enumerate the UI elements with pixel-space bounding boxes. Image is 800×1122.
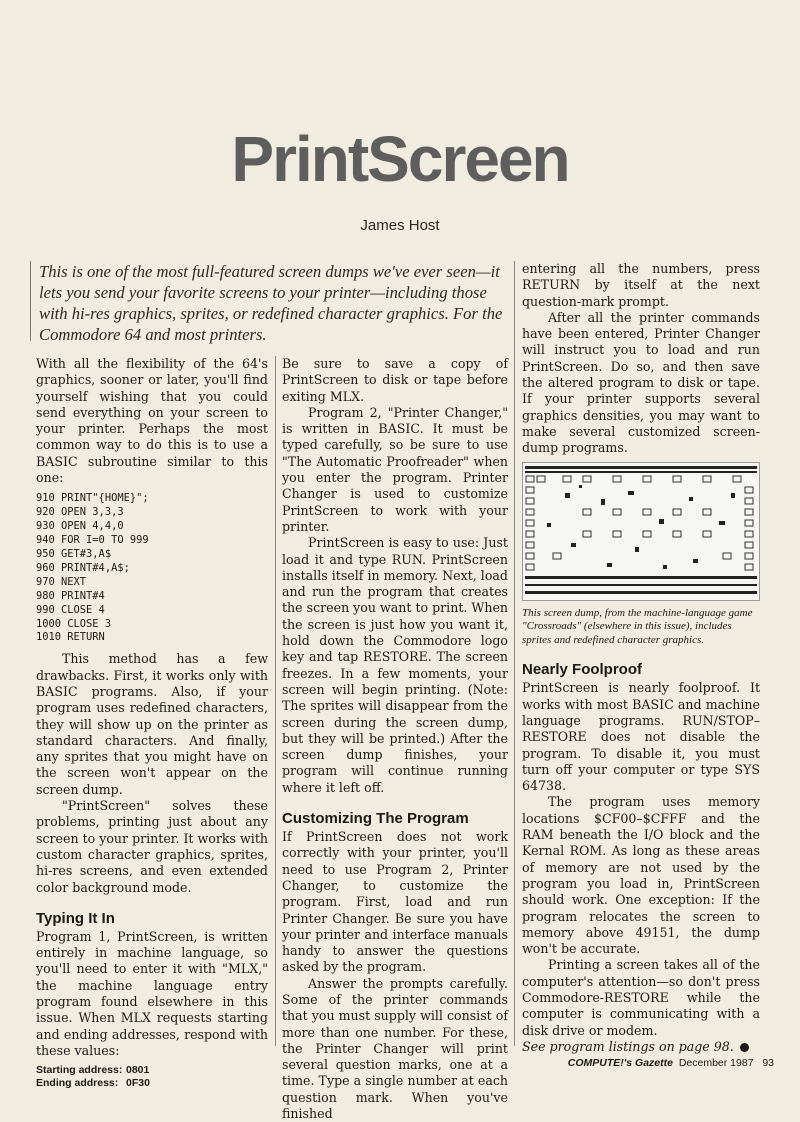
column-1 xyxy=(36,356,268,1090)
page-footer xyxy=(534,1057,774,1069)
body-paragraph: If PrintScreen does not work correctly with your printer, you'll need to use Program 2, Printer Changer, to customize the program. First, load and run Printer Changer. Be sure you have your printer and interface manuals handy to answer the questions asked by the program. xyxy=(282,829,508,975)
column-3 xyxy=(522,261,760,1055)
body-paragraph: "PrintScreen" solves these problems, printing just about any screen to your printer. It works with custom character graphics, sprites, hi-res screens, and even extended color background mode. xyxy=(36,798,268,895)
screen-dump-image xyxy=(522,462,760,601)
body-paragraph: With all the flexibility of the 64's graphics, sooner or later, you'll find yourself wishing that you could send everything on your screen to your printer. Perhaps the most common way to do this is to use a BASIC subroutine similar to this one: xyxy=(36,356,268,486)
crossroads-screen-picture xyxy=(523,463,759,600)
body-paragraph: This method has a few drawbacks. First, it works only with BASIC programs. Also, if your program uses redefined characters, they will show up on the printer as standard characters. And finally, any sprites that you might have on the screen won't appear on the screen dump. xyxy=(36,651,268,797)
end-address-label: Ending address: xyxy=(36,1077,119,1090)
body-paragraph: Program 2, "Printer Changer," is written in BASIC. It must be typed carefully, so be sure to use "The Automatic Proofreader" when you enter the program. Printer Changer is used to customize PrintScreen to work with your printer. xyxy=(282,404,508,534)
page-number: 93 xyxy=(762,1057,774,1069)
body-paragraph: PrintScreen is easy to use: Just load it and type RUN. PrintScreen installs itself in memory. Next, load and run the program that creates the screen you want to print. When the screen is just how you want it, hold down the Commodore logo key and tap RESTORE. The screen freezes. In a few moments, your screen will begin printing. (Note: The sprites will disappear from the screen during the screen dump, but they will be printed.) After the screen dump finishes, your program will continue running where it left off. xyxy=(282,535,509,795)
section-heading: Customizing The Program xyxy=(282,810,469,828)
end-address-value: 0F30 xyxy=(126,1077,150,1090)
start-address-label: Starting address: xyxy=(36,1064,123,1077)
column-divider xyxy=(514,261,515,1046)
body-paragraph: The program uses memory locations $CF00–$CFFF and the RAM beneath the I/O block and the Kernal ROM. As long as these areas of memory are not used by the program you load in, PrintScreen should work. One exception: If the program relocates the screen to memory above 49151, the dump won't be accurate. xyxy=(522,794,760,957)
article-title: PrintScreen xyxy=(231,123,569,195)
column-2 xyxy=(282,356,508,1122)
issue-date: December 1987 xyxy=(678,1057,754,1069)
start-address-value: 0801 xyxy=(126,1064,150,1077)
column-divider xyxy=(275,356,276,1046)
author-byline: James Host xyxy=(360,217,440,234)
magazine-name: COMPUTE!'s Gazette xyxy=(567,1057,673,1069)
body-paragraph: After all the printer commands have been entered, Printer Changer will instruct you to load and run PrintScreen. Do so, and then save the altered program to disk or tape. If your printer supports several graphics densities, you may want to make several customized screen-dump programs. xyxy=(522,309,760,456)
body-paragraph: PrintScreen is nearly foolproof. It works with most BASIC and machine language programs. RUN/STOP–RESTORE does not disable the program. To disable it, you must turn off your computer or type SYS 64738. xyxy=(522,680,760,794)
section-heading: Nearly Foolproof xyxy=(522,661,643,679)
image-caption: This screen dump, from the machine-language game "Crossroads" (elsewhere in this issue), includes sprites and redefined character graphics. xyxy=(522,606,753,646)
intro-blurb: This is one of the most full-featured screen dumps we've ever seen—it lets you send your favorite screens to your printer—including those with hi-res graphics, sprites, or redefined character graphics. For the Commodore 64 and most printers. xyxy=(30,261,504,341)
body-paragraph: Be sure to save a copy of PrintScreen to disk or tape before exiting MLX. xyxy=(282,356,508,404)
body-paragraph: Program 1, PrintScreen, is written entirely in machine language, so you'll need to enter it with "MLX," the machine language entry program found elsewhere in this issue. When MLX requests starting and ending addresses, respond with these values: xyxy=(36,928,268,1058)
program-listing-reference: See program listings on page 98. xyxy=(522,1038,734,1054)
section-heading: Typing It In xyxy=(36,909,115,927)
address-table xyxy=(36,1064,268,1090)
basic-code-listing: 910 PRINT"{HOME}"; 920 OPEN 3,3,3 930 OPEN 4,4,0 940 FOR I=0 TO 999 950 GET#3,A$ 960 PRINT#4,A$; 970 NEXT 980 PRINT#4 990 CLOSE 4 1000 CLOSE 3 1010 RETURN xyxy=(36,492,149,644)
body-paragraph: entering all the numbers, press RETURN by itself at the next question-mark prompt. xyxy=(522,261,760,309)
end-of-article-mark xyxy=(740,1043,749,1052)
body-paragraph: Answer the prompts carefully. Some of the printer commands that you must supply will consist of more than one number. For these, the Printer Changer will print several question marks, one at a time. Type a single number at each question mark. When you've finished xyxy=(282,975,508,1122)
body-paragraph: Printing a screen takes all of the computer's attention—so don't press Commodore-RESTORE while the computer is communicating with a disk drive or modem. xyxy=(522,957,760,1038)
